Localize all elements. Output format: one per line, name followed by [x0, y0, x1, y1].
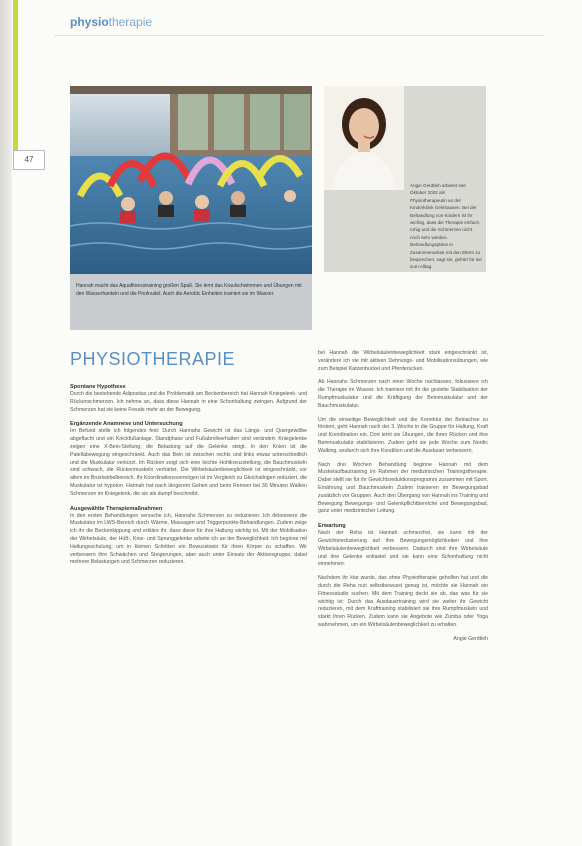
header-rule	[54, 35, 544, 36]
section-accent-bar	[13, 0, 18, 150]
section-header	[70, 15, 152, 29]
section-text: bei Hannah die Wirbelsäulenbeweglichkeit stark eingeschränkt ist, verändere ich sie mit aktiven Dehnungs- und Mobilisationsübungen, wie zum Beispiel Katzenbuckel und Pferderücken.	[318, 350, 488, 372]
section-heading: Ergänzende Anamnese und Untersuchung	[70, 421, 183, 428]
article-title: PHYSIOTHERAPIE	[70, 349, 236, 369]
section-text: Um die einseitige Beweglichkeit und die Korrektur der Beinachse zu fördern, geht Hannah nach der 3. Woche in die Gruppe für Haltung, Kraft und Koordination ein. Dort lernt sie Übungen, die ihren Rücken und ihre Beinmuskulatur stabilisieren. Zudem geht sie jede Woche zum Nordic Walking, wodurch sich ihre Kondition und die Ausdauer verbessern.	[318, 416, 488, 454]
article-column-right	[318, 350, 488, 650]
page-number: 47	[13, 150, 45, 170]
pool-scene-illustration	[70, 86, 312, 274]
section-text: Nach der Reha ist Hannah schmerzfrei, sie kann mit der Gewichtsreduzierung auf ihre Bewegungsmöglichkeiten und ihre Wirbelsäulenbeweglichkeit verbessern. Dadurch sind ihre Wirbelsäule und ihre Gelenke entlastet und sie kann eine Schonhaltung nicht einnehmen.	[318, 530, 488, 568]
article-section	[70, 505, 307, 568]
section-header-rest: therapie	[108, 15, 153, 29]
section-heading: Spontane Hypothese	[70, 384, 126, 390]
aquafitness-photo	[70, 86, 312, 274]
author-portrait	[324, 86, 404, 190]
portrait-illustration	[324, 86, 404, 190]
section-heading: Erwartung	[318, 523, 346, 530]
photo-caption: Hannah macht das Aquafitnesstraining großen Spaß. Sie lernt das Kraulschwimmen und Übungen mit den Wasserhanteln und die Poolnudel. Auch die Aerobic Einheiten trainiert sie im Wasser.	[76, 283, 302, 297]
author-signoff: Angie Gerdtleh	[453, 635, 488, 642]
section-heading: Ausgewählte Therapiemaßnahmen	[70, 505, 163, 512]
section-text: Durch die bestehende Adipositas und die Problematik am Beckenbereich hat Hannah Kniegelenk- und Rückenschmerzen. Ich nehme an, dass diese Hannah in eine Schonhaltung zwingen. Aufgrund der Schmerzen hat sie keine Freude mehr an der Bewegung.	[70, 391, 307, 413]
article-section	[70, 420, 307, 498]
section-text: In den ersten Behandlungen versuche ich, Hannahs Schmerzen zu reduzieren. Ich detonisiere die Muskulatur im LWS-Bereich durch Wärme, Massagen und Triggerpunkte-Behandlungen. Zudem zeige ich ihr die Beckenkippung und erkläre ihr, dass diese für ihre Haltung wichtig ist. Mit der Mobilisation der Wirbelsäule, der Hüft-, Knie- und Sprunggelenke arbeite ich an der Beweglichkeit. Ich beginne mit Haltungsschulung, um in kleinen Schritten ein Bewusstsein für ihren Körper zu schaffen. Wir verbessern ihre Schwächen und Steigerungen, aber auch unter Einsatz der Aktionsgruppe, dabei mehrere Belastungen und Schmerzen reduzieren.	[70, 512, 307, 566]
section-header-bold: physio	[70, 15, 109, 29]
author-bio: Angie Gerdtleh arbeitet seit Oktober 2002 als Physiotherapeutin an der Kinderklinik Gelnhausen. Bei der Behandlung von Kindern ist ihr wichtig, dass die Therapie einfach, ruhig und die Schmerzen nicht noch sehr werden. Behandlungspläne in Zusammenarbeit mit den Eltern zu besprechen, sagt sie, gehört für sie zum Alltag.	[410, 183, 482, 270]
article-section	[70, 383, 307, 414]
section-text: Nachdem ihr klar wurde, das ohne Physiotherapie geholfen hat und die durch die Reha nun selbstbewusst genug ist, möchte sie Hannah ein Fitnessstudio suchen. Mit dem Training deckt sie ab, das was für sie wichtig ist: Durch das Ausdauertraining wird sie weiter ihr Gewicht reduzieren, mit dem Krafttraining stabilisiert sie ihre Rumpfmuskeln und stärkt ihren Rücken. Zudem kann sie Angebote wie Zumba oder Yoga wahrnehmen, um ein Wirbelsäulenbeweglichkeit zu erhalten.	[318, 575, 488, 628]
section-text: Im Befund stelle ich folgendes fest: Durch Hannahs Gewicht ist das Längs- und Quergewölbe abgeflacht und ein Knickfußanlage. Standphase und Fußabrollverhalten sind verändert. Kniegelenke zeigen eine X-Bein-Stellung, die Belastung auf die Gelenke steigt. In den Knien ist die Patellabewegung eingeschränkt. Auch das Bein ist zwischen rechts und links etwas unterschiedlich und die Muskulatur verkürzt. Im Rücken zeigt sich eine leichte Hohlkreuzstellung, die Bauchmuskeln sind schwach, die Rückenmuskeln verhärtet. Die Wirbelsäulenbeweglichkeit ist eingeschränkt, vor allem im Brustwirbelbereich. Ihr Koordinationsvermögen ist im Vergleich zu Gleichaltrigen reduziert, die Muskulatur ist hypoton. Hannah hat nach längerem Gehen und beim Rennen bei 30 Minuten Walken Schmerzen im Kniegelenk, die sie als dumpf beschreibt.	[70, 428, 307, 497]
section-text: Nach drei Wochen Behandlung beginne Hannah mit dem Muskelaufbautraining im Rahmen der medizinischen Trainingstherapie. Dabei stellt sie für ihr Gewichtsreduktionsprogramm zusammen mit Sport, Ernährung und Bauchmuskeln Zudem trainieren im Bewegungsbad zusätzlich vor Gruppen. Auch den Übergang von Hannah ins Training und Bewegung Bewegungs- und Gelenkpflichtbereiche und Bewegungsbad, ganz unter medizinischer Leitung.	[318, 461, 488, 515]
section-text: Ab Hannahs Schmerzen nach einer Woche nachlassen, fokussiere ich die Therapie im Wasser. Ich trainiere mit ihr die gezielte Stabilisation der Rumpfmuskulatur und die Kräftigung der Beinmuskulatur und der Bauchmuskulatur.	[318, 379, 488, 409]
article-column-left	[70, 383, 307, 573]
page-spine-shadow	[0, 0, 12, 846]
